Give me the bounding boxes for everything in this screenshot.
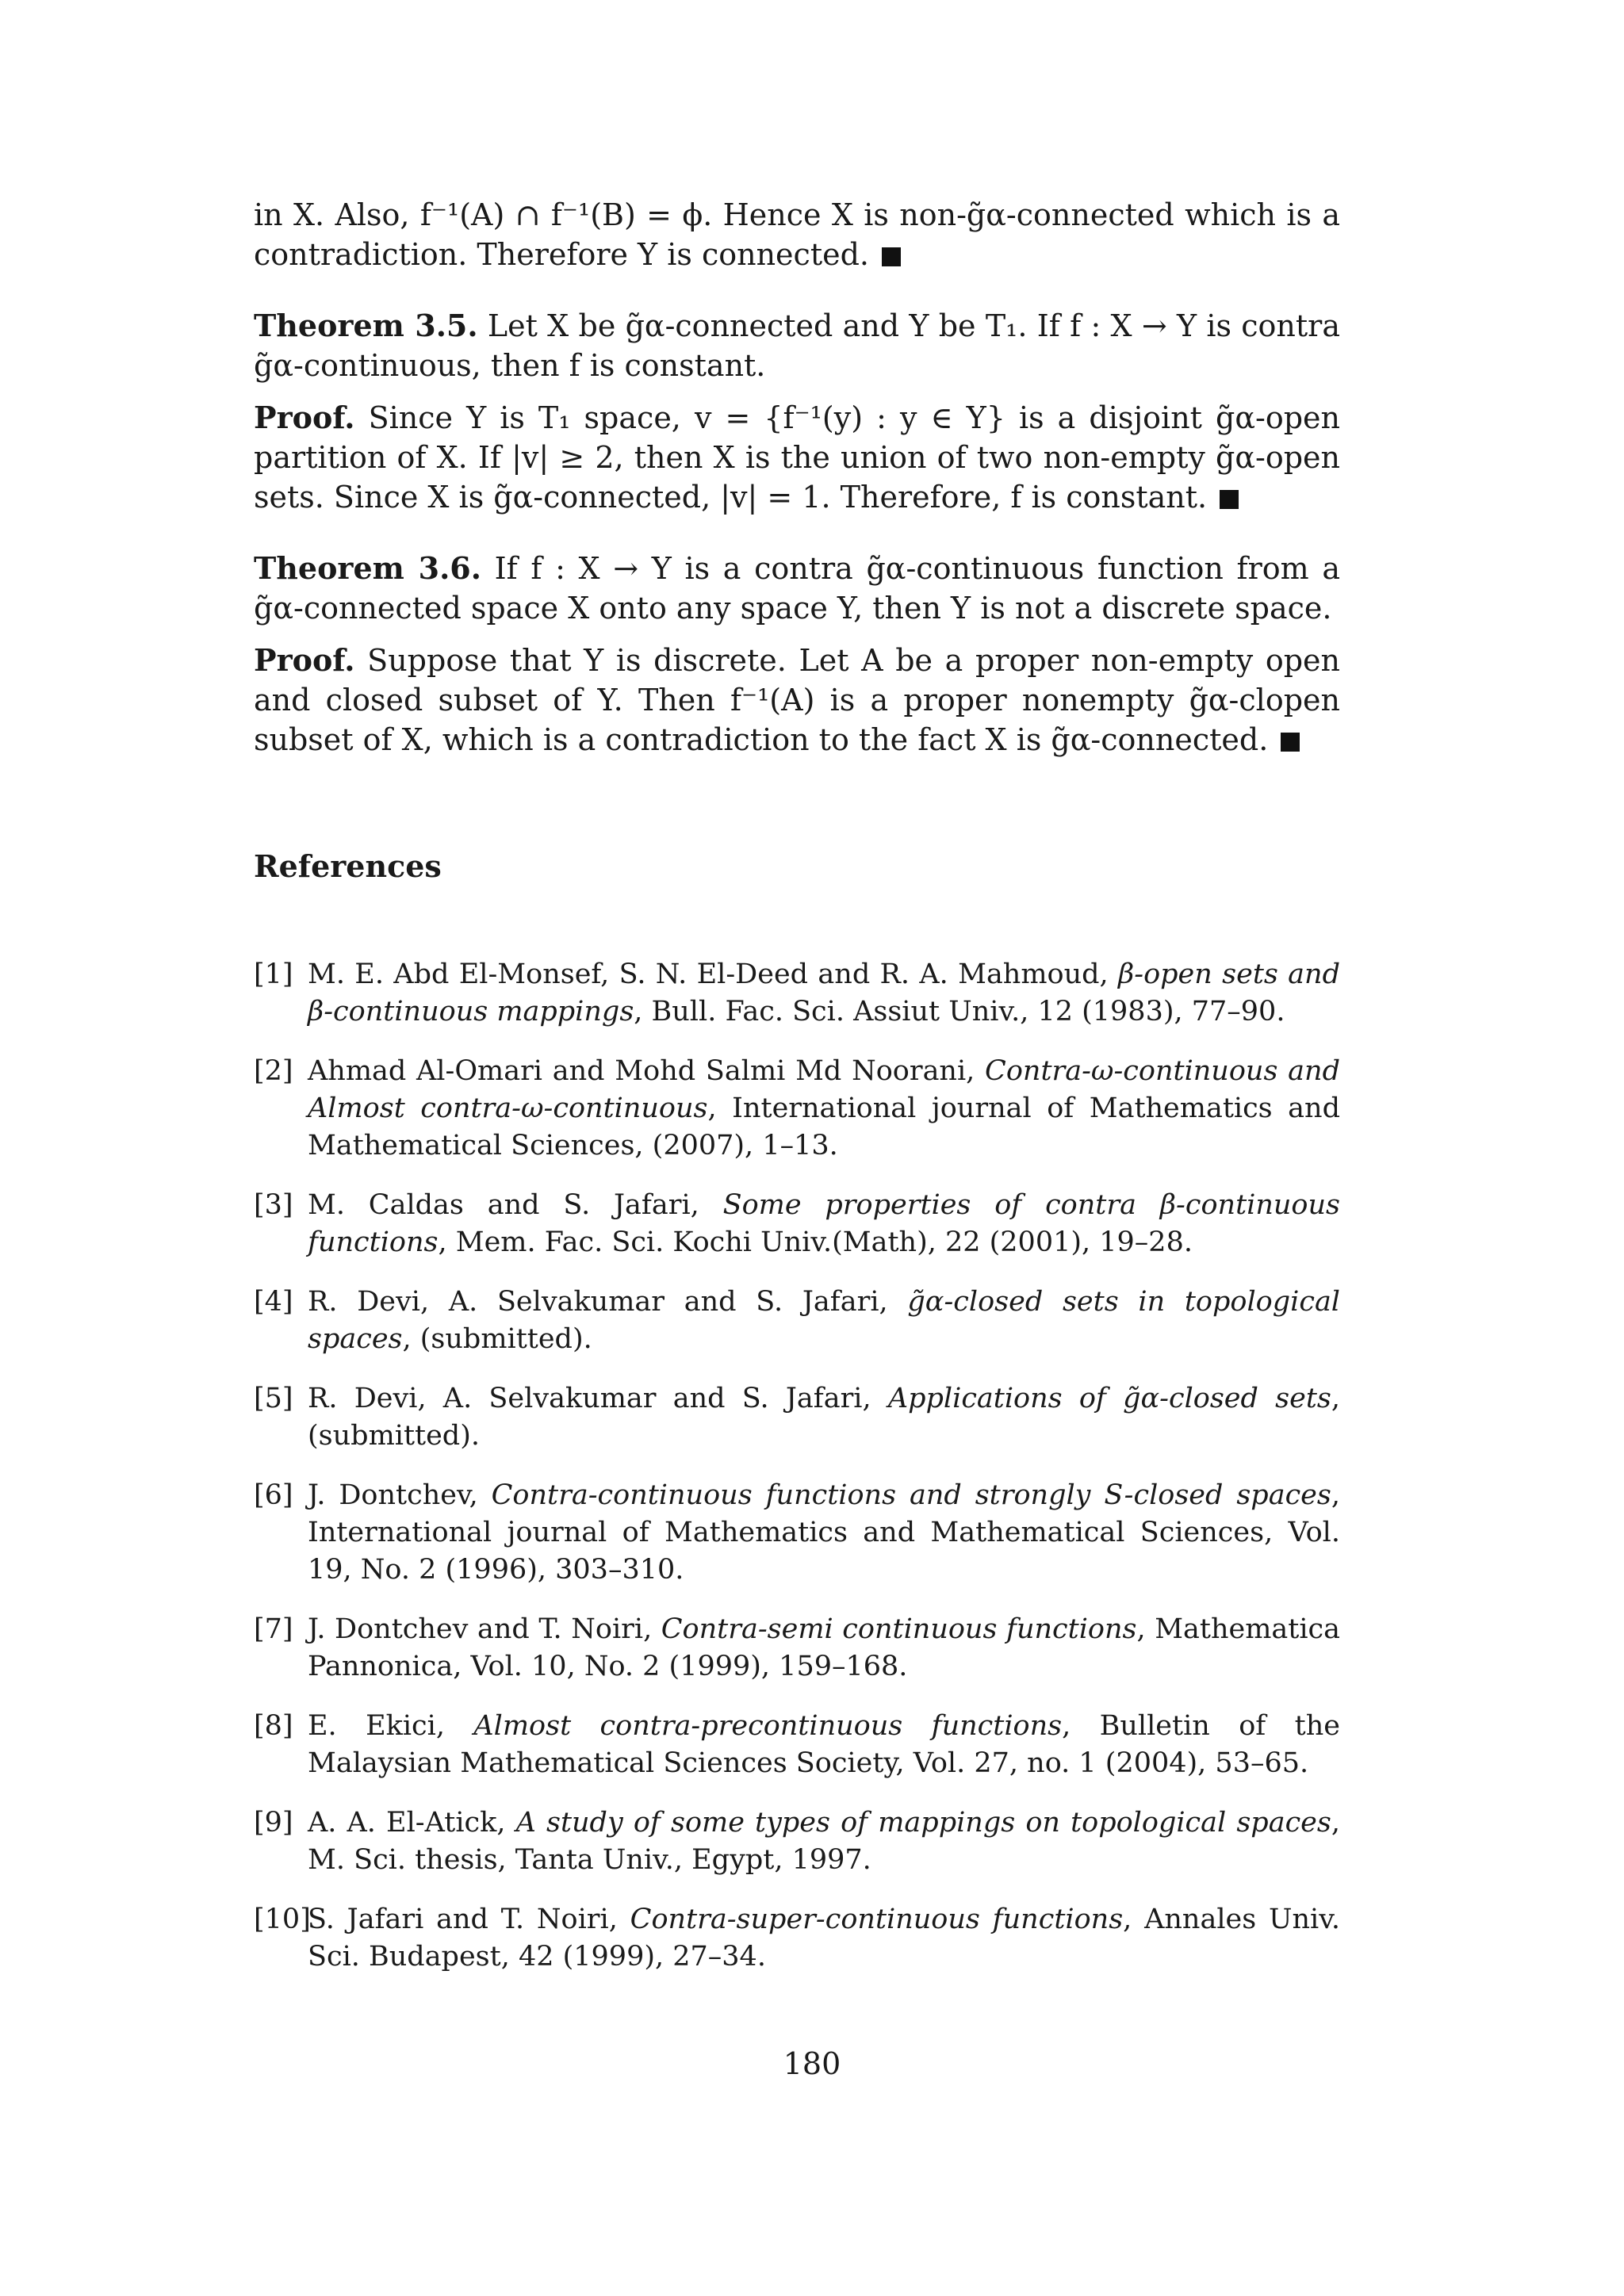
reference-title: Contra-continuous functions and strongly S-closed spaces — [491, 1479, 1331, 1511]
qed-square-icon — [1281, 733, 1300, 752]
references-list — [254, 956, 1340, 1998]
reference-details: , Mem. Fac. Sci. Kochi Univ.(Math), 22 (2001), 19–28. — [438, 1226, 1193, 1258]
reference-title: Contra-super-continuous functions — [630, 1904, 1124, 1935]
reference-title: Almost contra-precontinuous functions — [473, 1710, 1063, 1742]
reference-item — [254, 956, 1340, 1031]
reference-details: , International journal of Mathematics and Mathematical Sciences, (2007), 1–13. — [308, 1093, 1340, 1161]
reference-title: Some properties of contra β-continuous functions — [308, 1189, 1340, 1258]
proof-text: Suppose that Y is discrete. Let A be a proper non-empty open and closed subset of Y. Then f⁻¹(A) is a proper nonempty g̃α-clopen subset of X, which is a contradiction to the fact X is g̃α-connected. — [254, 643, 1340, 757]
qed-square-icon — [882, 247, 901, 266]
reference-title: Contra-semi continuous functions — [661, 1613, 1137, 1645]
theorem-3-5 — [254, 306, 1340, 385]
reference-item — [254, 1284, 1340, 1358]
theorem-text: If f : X → Y is a contra g̃α-continuous function from a g̃α-connected space X onto any space Y, then Y is not a discrete space. — [254, 551, 1340, 626]
reference-details: , (submitted). — [402, 1323, 592, 1355]
theorem-3-6 — [254, 549, 1340, 628]
reference-details: , (submitted). — [308, 1383, 1340, 1452]
reference-number: [6] — [254, 1479, 293, 1511]
reference-item — [254, 1477, 1340, 1589]
reference-authors: J. Dontchev and T. Noiri, — [308, 1613, 661, 1645]
proof-1 — [254, 398, 1340, 517]
paragraph-proof-end — [254, 195, 1340, 274]
reference-number: [1] — [254, 959, 293, 990]
reference-item — [254, 1053, 1340, 1165]
proof-text: Since Y is T₁ space, v = {f⁻¹(y) : y ∈ Y} is a disjoint g̃α-open partition of X. If |v| ≥ 2, then X is the union of two non-empty g̃α-open sets. Since X is g̃α-connected, |v| = 1. Therefore, f is constant. — [254, 400, 1340, 515]
reference-number: [7] — [254, 1613, 293, 1645]
reference-details: , Annales Univ. Sci. Budapest, 42 (1999), 27–34. — [308, 1904, 1340, 1973]
proof-label: Proof. — [254, 400, 355, 435]
reference-number: [9] — [254, 1807, 293, 1839]
reference-title: β-open sets and β-continuous mappings — [308, 959, 1340, 1027]
theorem-label: Theorem 3.5. — [254, 308, 478, 343]
reference-authors: S. Jafari and T. Noiri, — [308, 1904, 630, 1935]
reference-authors: A. A. El-Atick, — [308, 1807, 516, 1839]
reference-details: , International journal of Mathematics and Mathematical Sciences, Vol. 19, No. 2 (1996), 303–310. — [308, 1479, 1340, 1586]
reference-title: g̃α-closed sets in topological spaces — [308, 1286, 1341, 1355]
theorem-text: Let X be g̃α-connected and Y be T₁. If f : X → Y is contra g̃α-continuous, then f is constant. — [254, 308, 1340, 383]
reference-item — [254, 1901, 1340, 1976]
reference-number: [3] — [254, 1189, 293, 1221]
reference-authors: R. Devi, A. Selvakumar and S. Jafari, — [308, 1383, 888, 1414]
qed-square-icon — [1220, 490, 1239, 509]
reference-authors: E. Ekici, — [308, 1710, 474, 1742]
reference-number: [5] — [254, 1383, 293, 1414]
reference-title: Applications of g̃α-closed sets — [887, 1383, 1331, 1414]
reference-item — [254, 1804, 1340, 1879]
reference-details: , M. Sci. thesis, Tanta Univ., Egypt, 1997. — [308, 1807, 1340, 1876]
theorem-label: Theorem 3.6. — [254, 550, 481, 586]
reference-authors: J. Dontchev, — [308, 1479, 492, 1511]
reference-title: Contra-ω-continuous and Almost contra-ω-continuous — [308, 1055, 1340, 1124]
proof-2 — [254, 641, 1340, 760]
reference-authors: M. E. Abd El-Monsef, S. N. El-Deed and R. A. Mahmoud, — [308, 959, 1119, 990]
reference-item — [254, 1708, 1340, 1782]
reference-details: , Mathematica Pannonica, Vol. 10, No. 2 (1999), 159–168. — [308, 1613, 1340, 1682]
reference-number: [4] — [254, 1286, 293, 1318]
references-heading: References — [254, 848, 442, 884]
reference-authors: Ahmad Al-Omari and Mohd Salmi Md Noorani, — [308, 1055, 986, 1087]
reference-title: A study of some types of mappings on topological spaces — [515, 1807, 1331, 1839]
reference-authors: R. Devi, A. Selvakumar and S. Jafari, — [308, 1286, 908, 1318]
page-number: 180 — [783, 2046, 841, 2081]
body-text — [254, 195, 1340, 760]
reference-number: [8] — [254, 1710, 293, 1742]
reference-details: , Bulletin of the Malaysian Mathematical Sciences Society, Vol. 27, no. 1 (2004), 53–65. — [308, 1710, 1340, 1779]
proof-label: Proof. — [254, 642, 355, 678]
reference-authors: M. Caldas and S. Jafari, — [308, 1189, 723, 1221]
reference-number: [10] — [254, 1904, 311, 1935]
reference-details: , Bull. Fac. Sci. Assiut Univ., 12 (1983), 77–90. — [634, 996, 1285, 1027]
reference-item — [254, 1611, 1340, 1686]
reference-number: [2] — [254, 1055, 293, 1087]
reference-item — [254, 1380, 1340, 1455]
reference-item — [254, 1187, 1340, 1261]
paragraph-text: in X. Also, f⁻¹(A) ∩ f⁻¹(B) = ϕ. Hence X is non-g̃α-connected which is a contradiction. Therefore Y is connected. — [254, 197, 1340, 272]
